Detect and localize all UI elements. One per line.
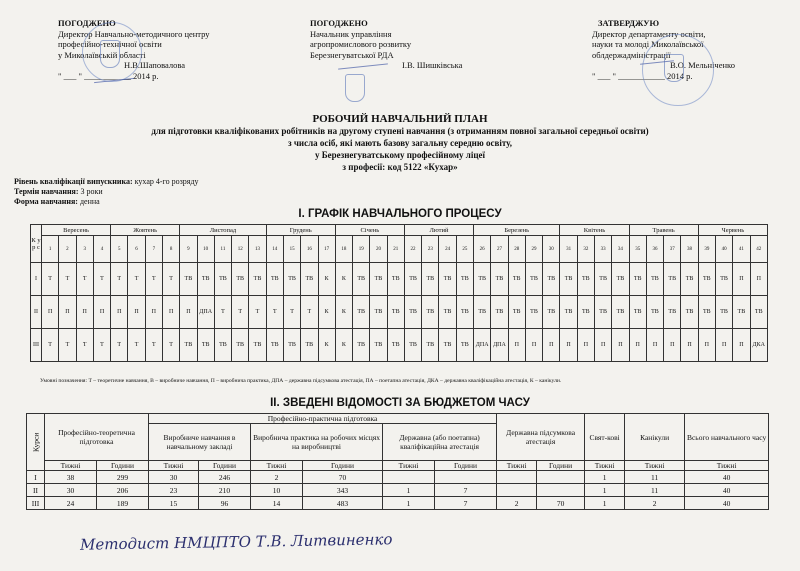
schedule-cell: ТВ bbox=[422, 329, 439, 362]
week-number: 20 bbox=[370, 236, 387, 263]
schedule-months-row bbox=[31, 225, 768, 236]
budget-cell: 1 bbox=[383, 497, 435, 510]
schedule-cell: П bbox=[629, 329, 646, 362]
schedule-cell: ТВ bbox=[456, 263, 473, 296]
schedule-cell: ТВ bbox=[681, 296, 698, 329]
week-number: 15 bbox=[283, 236, 300, 263]
budget-cell: 1 bbox=[585, 484, 625, 497]
schedule-cell: ТВ bbox=[232, 263, 249, 296]
unit-weeks: Тижні bbox=[149, 461, 199, 471]
week-number: 25 bbox=[456, 236, 473, 263]
schedule-cell: ТВ bbox=[353, 263, 370, 296]
schedule-cell: ТВ bbox=[715, 263, 732, 296]
unit-weeks: Тижні bbox=[383, 461, 435, 471]
methodist-signature: Методист НМЦПТО Т.В. Литвиненко bbox=[79, 530, 393, 554]
schedule-cell: Т bbox=[128, 329, 145, 362]
schedule-cell: П bbox=[162, 296, 179, 329]
budget-cell bbox=[435, 471, 497, 484]
budget-cell: 14 bbox=[251, 497, 303, 510]
week-number: 24 bbox=[439, 236, 456, 263]
approval-line: Директор Навчально-методичного центру bbox=[58, 28, 210, 39]
month-header: Жовтень bbox=[111, 225, 180, 236]
unit-hours: Години bbox=[199, 461, 251, 471]
schedule-cell: ТВ bbox=[560, 296, 577, 329]
kurs-header: К у р с bbox=[31, 225, 42, 263]
schedule-cell: П bbox=[128, 296, 145, 329]
schedule-cell: ТВ bbox=[629, 263, 646, 296]
schedule-cell: Т bbox=[93, 329, 110, 362]
approval-line: облдержадміністрації bbox=[592, 49, 671, 60]
budget-cell: 30 bbox=[45, 484, 97, 497]
schedule-cell: П bbox=[145, 296, 162, 329]
schedule-cell: ТВ bbox=[456, 296, 473, 329]
schedule-cell: ТВ bbox=[283, 329, 300, 362]
budget-cell: 343 bbox=[303, 484, 383, 497]
schedule-cell: П bbox=[42, 296, 59, 329]
schedule-cell: Т bbox=[111, 263, 128, 296]
week-number: 22 bbox=[404, 236, 421, 263]
schedule-cell: П bbox=[733, 329, 750, 362]
budget-cell: 23 bbox=[149, 484, 199, 497]
coat-of-arms-icon bbox=[345, 74, 365, 102]
budget-header-row bbox=[27, 414, 769, 424]
schedule-cell: ТВ bbox=[681, 263, 698, 296]
week-number: 12 bbox=[232, 236, 249, 263]
schedule-cell: ТВ bbox=[474, 296, 491, 329]
schedule-cell: К bbox=[318, 329, 335, 362]
schedule-cell: П bbox=[715, 329, 732, 362]
schedule-cell: ТВ bbox=[249, 329, 266, 362]
schedule-cell: Т bbox=[42, 263, 59, 296]
week-number: 4 bbox=[93, 236, 110, 263]
budget-table bbox=[26, 413, 769, 510]
week-number: 39 bbox=[698, 236, 715, 263]
approval-signer: Н.В.Шаповалова bbox=[124, 60, 186, 70]
schedule-cell: ТВ bbox=[387, 329, 404, 362]
week-number: 35 bbox=[629, 236, 646, 263]
schedule-cell: ТВ bbox=[422, 296, 439, 329]
budget-cell: 40 bbox=[685, 497, 769, 510]
week-number: 27 bbox=[491, 236, 508, 263]
schedule-cell: ТВ bbox=[612, 296, 629, 329]
approval-line: у Миколаївській області bbox=[58, 49, 146, 60]
budget-dpa-header: Державна підсумкова атестація bbox=[497, 414, 585, 461]
schedule-cell: ТВ bbox=[560, 263, 577, 296]
schedule-cell: П bbox=[180, 296, 197, 329]
schedule-year-row bbox=[31, 329, 768, 362]
budget-cell: 7 bbox=[435, 484, 497, 497]
budget-data-row bbox=[27, 484, 769, 497]
budget-kurs-header: Курси bbox=[27, 414, 45, 471]
schedule-cell: Т bbox=[59, 329, 76, 362]
week-number: 30 bbox=[543, 236, 560, 263]
schedule-cell: ТВ bbox=[422, 263, 439, 296]
schedule-cell: Т bbox=[93, 263, 110, 296]
month-header: Березень bbox=[474, 225, 560, 236]
unit-weeks: Тижні bbox=[251, 461, 303, 471]
schedule-cell: П bbox=[733, 263, 750, 296]
schedule-cell: Т bbox=[162, 329, 179, 362]
schedule-cell: ТВ bbox=[698, 263, 715, 296]
schedule-cell: ТВ bbox=[508, 296, 525, 329]
approval-heading: ПОГОДЖЕНО bbox=[58, 18, 116, 28]
budget-cell: 1 bbox=[383, 484, 435, 497]
week-number: 26 bbox=[474, 236, 491, 263]
schedule-year-row bbox=[31, 296, 768, 329]
schedule-cell: ТВ bbox=[197, 263, 214, 296]
schedule-cell: ТВ bbox=[232, 329, 249, 362]
approval-line: агропромислового розвитку bbox=[310, 39, 412, 49]
schedule-cell: ТВ bbox=[733, 296, 750, 329]
week-number: 32 bbox=[577, 236, 594, 263]
schedule-cell: К bbox=[318, 296, 335, 329]
schedule-cell: ТВ bbox=[370, 296, 387, 329]
schedule-cell: ТВ bbox=[370, 329, 387, 362]
schedule-cell: П bbox=[681, 329, 698, 362]
schedule-cell: ТВ bbox=[249, 263, 266, 296]
kurs-number: II bbox=[31, 296, 42, 329]
budget-vacation-header: Канікули bbox=[625, 414, 685, 461]
schedule-cell: Т bbox=[42, 329, 59, 362]
week-number: 13 bbox=[249, 236, 266, 263]
week-number: 3 bbox=[76, 236, 93, 263]
schedule-cell: ТВ bbox=[525, 296, 542, 329]
unit-weeks: Тижні bbox=[45, 461, 97, 471]
schedule-year-row bbox=[31, 263, 768, 296]
schedule-cell: ТВ bbox=[577, 263, 594, 296]
month-header: Листопад bbox=[180, 225, 266, 236]
budget-cell: 70 bbox=[303, 471, 383, 484]
unit-hours: Години bbox=[537, 461, 585, 471]
schedule-cell: Т bbox=[249, 296, 266, 329]
schedule-cell: ТВ bbox=[664, 296, 681, 329]
schedule-cell: ТВ bbox=[283, 263, 300, 296]
schedule-cell: К bbox=[335, 329, 352, 362]
schedule-cell: ТВ bbox=[543, 296, 560, 329]
schedule-cell: ТВ bbox=[577, 296, 594, 329]
budget-cell: 483 bbox=[303, 497, 383, 510]
week-number: 21 bbox=[387, 236, 404, 263]
budget-cell: 70 bbox=[537, 497, 585, 510]
schedule-cell: ТВ bbox=[698, 296, 715, 329]
schedule-cell: ТВ bbox=[301, 329, 318, 362]
week-number: 8 bbox=[162, 236, 179, 263]
approval-line: Березнегуватської РДА bbox=[310, 49, 394, 60]
approval-signer: І.В. Шишківська bbox=[402, 60, 463, 70]
approval-date: " ___ " ___________ 2014 р. bbox=[592, 70, 693, 81]
schedule-cell: ТВ bbox=[456, 329, 473, 362]
schedule-cell: П bbox=[59, 296, 76, 329]
schedule-cell: ТВ bbox=[508, 263, 525, 296]
schedule-cell: П bbox=[612, 329, 629, 362]
week-number: 9 bbox=[180, 236, 197, 263]
plan-meta bbox=[14, 177, 199, 207]
budget-practical-header: Професійно-практична підготовка bbox=[149, 414, 497, 424]
week-number: 17 bbox=[318, 236, 335, 263]
budget-cell bbox=[497, 484, 537, 497]
budget-cell: 10 bbox=[251, 484, 303, 497]
section-title-budget: ІІ. ЗВЕДЕНІ ВІДОМОСТІ ЗА БЮДЖЕТОМ ЧАСУ bbox=[270, 397, 530, 409]
schedule-cell: ТВ bbox=[612, 263, 629, 296]
approval-line: Директор департаменту освіти, bbox=[592, 28, 706, 39]
budget-cell: III bbox=[27, 497, 45, 510]
kurs-number: III bbox=[31, 329, 42, 362]
coat-of-arms-icon bbox=[100, 40, 120, 68]
week-number: 42 bbox=[750, 236, 767, 263]
budget-cell: 2 bbox=[251, 471, 303, 484]
schedule-cell: ДПА bbox=[197, 296, 214, 329]
budget-cell: 2 bbox=[497, 497, 537, 510]
schedule-cell: ТВ bbox=[439, 329, 456, 362]
plan-title: РОБОЧИЙ НАВЧАЛЬНИЙ ПЛАН bbox=[312, 113, 488, 125]
schedule-cell: П bbox=[93, 296, 110, 329]
schedule-cell: Т bbox=[301, 296, 318, 329]
schedule-cell: ТВ bbox=[266, 329, 283, 362]
schedule-cell: ТВ bbox=[197, 329, 214, 362]
schedule-cell: П bbox=[664, 329, 681, 362]
schedule-cell: П bbox=[525, 329, 542, 362]
week-number: 16 bbox=[301, 236, 318, 263]
approval-line: професійно-технічної освіти bbox=[58, 39, 162, 49]
schedule-cell: Т bbox=[162, 263, 179, 296]
budget-vp-header: Виробнича практика на робочих місцях на виробництві bbox=[251, 424, 383, 461]
schedule-cell: Т bbox=[232, 296, 249, 329]
schedule-cell: К bbox=[335, 296, 352, 329]
schedule-cell: ТВ bbox=[404, 296, 421, 329]
week-number: 10 bbox=[197, 236, 214, 263]
schedule-cell: Т bbox=[111, 329, 128, 362]
budget-cell: 189 bbox=[97, 497, 149, 510]
schedule-cell: К bbox=[335, 263, 352, 296]
month-header: Квітень bbox=[560, 225, 629, 236]
budget-units-row bbox=[27, 461, 769, 471]
schedule-cell: П bbox=[750, 263, 767, 296]
schedule-legend: Умовні позначення: Т – теоретичне навчання, В – виробниче навчання, П – виробнича практика, ДПА – державна підсумкова атестація, ПА – поетапна атестація, ДКА – державна кваліфікаційна атестація, К – канікули. bbox=[40, 378, 562, 384]
budget-cell: 40 bbox=[685, 471, 769, 484]
schedule-cell: П bbox=[543, 329, 560, 362]
meta-row: Термін навчання: 3 роки bbox=[14, 187, 103, 196]
week-number: 28 bbox=[508, 236, 525, 263]
week-number: 23 bbox=[422, 236, 439, 263]
schedule-cell: ТВ bbox=[646, 296, 663, 329]
month-header: Травень bbox=[629, 225, 698, 236]
budget-cell: 210 bbox=[199, 484, 251, 497]
coat-of-arms-icon bbox=[664, 54, 684, 82]
schedule-cell: Т bbox=[145, 329, 162, 362]
budget-cell: 11 bbox=[625, 471, 685, 484]
schedule-cell: Т bbox=[76, 329, 93, 362]
schedule-cell: ТВ bbox=[439, 263, 456, 296]
schedule-cell: ТВ bbox=[387, 296, 404, 329]
schedule-cell: ТВ bbox=[646, 263, 663, 296]
schedule-cell: ТВ bbox=[439, 296, 456, 329]
week-number: 36 bbox=[646, 236, 663, 263]
budget-data-row bbox=[27, 497, 769, 510]
budget-cell: 206 bbox=[97, 484, 149, 497]
month-header: Вересень bbox=[42, 225, 111, 236]
week-number: 11 bbox=[214, 236, 231, 263]
unit-weeks: Тижні bbox=[497, 461, 537, 471]
schedule-cell: ТВ bbox=[491, 263, 508, 296]
budget-cell: 15 bbox=[149, 497, 199, 510]
week-number: 40 bbox=[715, 236, 732, 263]
week-number: 1 bbox=[42, 236, 59, 263]
week-number: 33 bbox=[595, 236, 612, 263]
schedule-cell: ТВ bbox=[214, 263, 231, 296]
schedule-cell: ТВ bbox=[180, 263, 197, 296]
budget-cell: 11 bbox=[625, 484, 685, 497]
unit-hours: Години bbox=[435, 461, 497, 471]
budget-cell: 7 bbox=[435, 497, 497, 510]
schedule-cell: ТВ bbox=[404, 263, 421, 296]
budget-dka-header: Державна (або поетапна) кваліфікаційна атестація bbox=[383, 424, 497, 461]
schedule-cell: ТВ bbox=[353, 329, 370, 362]
schedule-table bbox=[30, 224, 768, 362]
budget-cell: 38 bbox=[45, 471, 97, 484]
schedule-cell: ТВ bbox=[629, 296, 646, 329]
week-number: 5 bbox=[111, 236, 128, 263]
schedule-cell: ТВ bbox=[595, 296, 612, 329]
month-header: Лютий bbox=[404, 225, 473, 236]
schedule-cell: П bbox=[646, 329, 663, 362]
budget-cell bbox=[537, 484, 585, 497]
budget-cell bbox=[383, 471, 435, 484]
schedule-cell: Т bbox=[76, 263, 93, 296]
schedule-cell: П bbox=[698, 329, 715, 362]
unit-weeks: Тижні bbox=[585, 461, 625, 471]
schedule-cell: ТВ bbox=[664, 263, 681, 296]
schedule-cell: ТВ bbox=[404, 329, 421, 362]
week-number: 38 bbox=[681, 236, 698, 263]
budget-cell: 2 bbox=[625, 497, 685, 510]
schedule-cell: ТВ bbox=[266, 263, 283, 296]
schedule-cell: Т bbox=[214, 296, 231, 329]
unit-weeks: Тижні bbox=[685, 461, 769, 471]
schedule-cell: Т bbox=[59, 263, 76, 296]
budget-cell: 24 bbox=[45, 497, 97, 510]
week-number: 2 bbox=[59, 236, 76, 263]
week-number: 31 bbox=[560, 236, 577, 263]
month-header: Грудень bbox=[266, 225, 335, 236]
budget-cell: II bbox=[27, 484, 45, 497]
kurs-number: I bbox=[31, 263, 42, 296]
budget-cell: 1 bbox=[585, 497, 625, 510]
budget-cell: I bbox=[27, 471, 45, 484]
budget-cell: 30 bbox=[149, 471, 199, 484]
schedule-cell: ТВ bbox=[474, 263, 491, 296]
budget-theory-header: Професійно-теоретична підготовка bbox=[45, 414, 149, 461]
budget-cell bbox=[537, 471, 585, 484]
meta-row: Рівень кваліфікації випускника: кухар 4-го розряду bbox=[14, 177, 199, 186]
schedule-cell: Т bbox=[128, 263, 145, 296]
schedule-cell: ТВ bbox=[525, 263, 542, 296]
schedule-cell: ТВ bbox=[214, 329, 231, 362]
schedule-cell: ДПА bbox=[474, 329, 491, 362]
schedule-cell: П bbox=[508, 329, 525, 362]
budget-holidays-header: Свят-кові bbox=[585, 414, 625, 461]
schedule-cell: ТВ bbox=[387, 263, 404, 296]
week-number: 41 bbox=[733, 236, 750, 263]
unit-hours: Години bbox=[97, 461, 149, 471]
approval-line: науки та молоді Миколаївської bbox=[592, 39, 704, 49]
week-number: 6 bbox=[128, 236, 145, 263]
schedule-cell: П bbox=[76, 296, 93, 329]
schedule-cell: П bbox=[577, 329, 594, 362]
section-title-schedule: І. ГРАФІК НАВЧАЛЬНОГО ПРОЦЕСУ bbox=[298, 208, 502, 220]
budget-total-header: Всього навчального часу bbox=[685, 414, 769, 461]
budget-cell: 299 bbox=[97, 471, 149, 484]
week-number: 19 bbox=[353, 236, 370, 263]
unit-hours: Години bbox=[303, 461, 383, 471]
schedule-cell: Т bbox=[266, 296, 283, 329]
schedule-cell: ДПА bbox=[491, 329, 508, 362]
schedule-cell: П bbox=[111, 296, 128, 329]
meta-row: Форма навчання: денна bbox=[14, 197, 100, 206]
budget-vn-header: Виробниче навчання в навчальному закладі bbox=[149, 424, 251, 461]
budget-cell: 40 bbox=[685, 484, 769, 497]
schedule-cell: ТВ bbox=[180, 329, 197, 362]
week-number: 14 bbox=[266, 236, 283, 263]
schedule-cell: П bbox=[595, 329, 612, 362]
schedule-cell: ТВ bbox=[353, 296, 370, 329]
schedule-cell: ТВ bbox=[715, 296, 732, 329]
schedule-cell: ДКА bbox=[750, 329, 767, 362]
schedule-cell: П bbox=[560, 329, 577, 362]
schedule-cell: К bbox=[318, 263, 335, 296]
month-header: Січень bbox=[335, 225, 404, 236]
month-header: Червень bbox=[698, 225, 767, 236]
budget-data-row bbox=[27, 471, 769, 484]
schedule-cell: Т bbox=[283, 296, 300, 329]
budget-cell: 1 bbox=[585, 471, 625, 484]
budget-cell: 96 bbox=[199, 497, 251, 510]
approval-heading: ЗАТВЕРДЖУЮ bbox=[598, 18, 660, 28]
plan-profession: з професії: код 5122 «Кухар» bbox=[342, 162, 458, 172]
plan-subtitle: у Березнегуватському професійному ліцеї bbox=[314, 150, 486, 160]
unit-weeks: Тижні bbox=[625, 461, 685, 471]
approval-heading: ПОГОДЖЕНО bbox=[310, 18, 368, 28]
plan-subtitle: з числа осіб, які мають базову загальну середню освіту, bbox=[287, 138, 512, 148]
plan-subtitle: для підготовки кваліфікованих робітників на другому ступені навчання (з отриманням повної загальної середньої освіти) bbox=[151, 126, 649, 136]
schedule-cell: ТВ bbox=[301, 263, 318, 296]
week-number: 29 bbox=[525, 236, 542, 263]
schedule-cell: ТВ bbox=[370, 263, 387, 296]
week-number: 37 bbox=[664, 236, 681, 263]
week-number: 18 bbox=[335, 236, 352, 263]
approval-date: " ___ " ___________ 2014 р. bbox=[58, 70, 159, 81]
budget-cell: 246 bbox=[199, 471, 251, 484]
week-number: 34 bbox=[612, 236, 629, 263]
approval-signer: В.О. Мельніченко bbox=[670, 60, 735, 70]
schedule-cell: Т bbox=[145, 263, 162, 296]
approval-line: Начальник управління bbox=[310, 28, 392, 39]
schedule-cell: ТВ bbox=[543, 263, 560, 296]
week-number: 7 bbox=[145, 236, 162, 263]
schedule-cell: ТВ bbox=[491, 296, 508, 329]
schedule-cell: ТВ bbox=[750, 296, 767, 329]
budget-cell bbox=[497, 471, 537, 484]
schedule-weeks-row bbox=[31, 236, 768, 263]
schedule-cell: ТВ bbox=[595, 263, 612, 296]
